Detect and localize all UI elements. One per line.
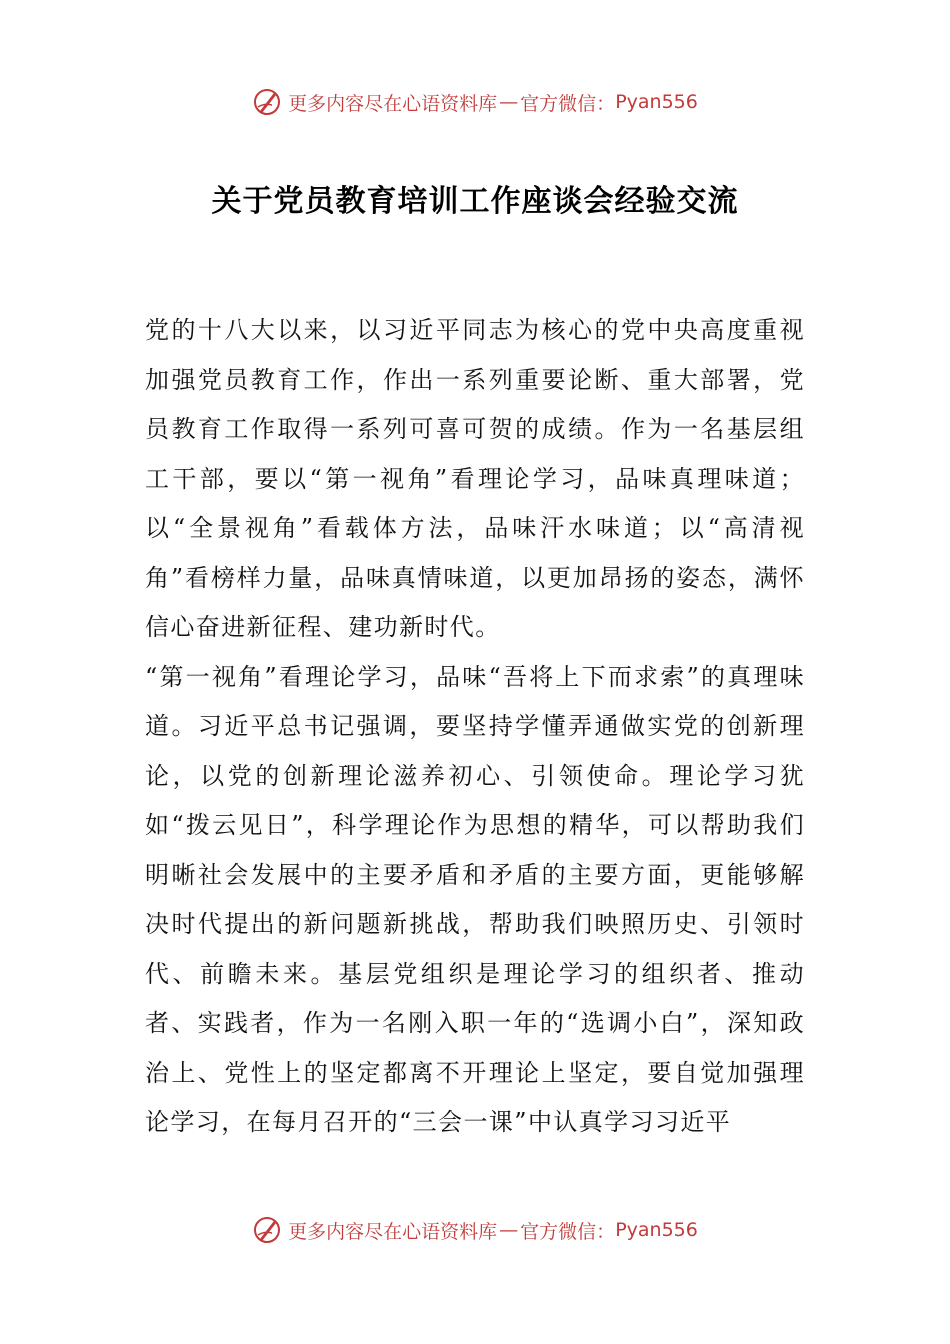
header-banner — [0, 82, 950, 122]
footer-banner — [0, 1210, 950, 1250]
quill-pen-logo-icon — [252, 1215, 282, 1245]
banner-wechat-id: Pyan556 — [615, 1219, 698, 1241]
paragraph-2: “第一视角”看理论学习，品味“吾将上下而求索”的真理味道。习近平总书记强调，要坚持学懂弄通做实党的创新理论，以党的创新理论滋养初心、引领使命。理论学习犹如“拨云见日”，科学理论作为思想的精华，可以帮助我们明晰社会发展中的主要矛盾和矛盾的主要方面，更能够解决时代提出的新问题新挑战，帮助我们映照历史、引领时代、前瞻未来。基层党组织是理论学习的组织者、推动者、实践者，作为一名刚入职一年的“选调小白”，深知政治上、党性上的坚定都离不开理论上坚定，要自觉加强理论学习，在每月召开的“三会一课”中认真学习习近平 — [145, 662, 805, 1136]
banner-dash: — — [499, 91, 519, 113]
paragraph-1: 党的十八大以来，以习近平同志为核心的党中央高度重视加强党员教育工作，作出一系列重要论断、重大部署，党员教育工作取得一系列可喜可贺的成绩。作为一名基层组工干部，要以“第一视角”看理论学习，品味真理味道；以“全景视角”看载体方法，品味汗水味道；以“高清视角”看榜样力量，品味真情味道，以更加昂扬的姿态，满怀信心奋进新征程、建功新时代。 — [145, 316, 805, 641]
page-title: 关于党员教育培训工作座谈会经验交流 — [211, 184, 739, 219]
quill-pen-logo-icon — [252, 87, 282, 117]
banner-site-text: 更多内容尽在心语资料库 — [288, 1220, 498, 1243]
banner-wechat-id: Pyan556 — [615, 91, 698, 113]
banner-wechat-label: 官方微信： — [520, 92, 616, 115]
banner-wechat-label: 官方微信： — [520, 1220, 616, 1243]
banner-site-text: 更多内容尽在心语资料库 — [288, 92, 498, 115]
banner-dash: — — [499, 1219, 519, 1241]
document-body — [145, 306, 805, 1148]
